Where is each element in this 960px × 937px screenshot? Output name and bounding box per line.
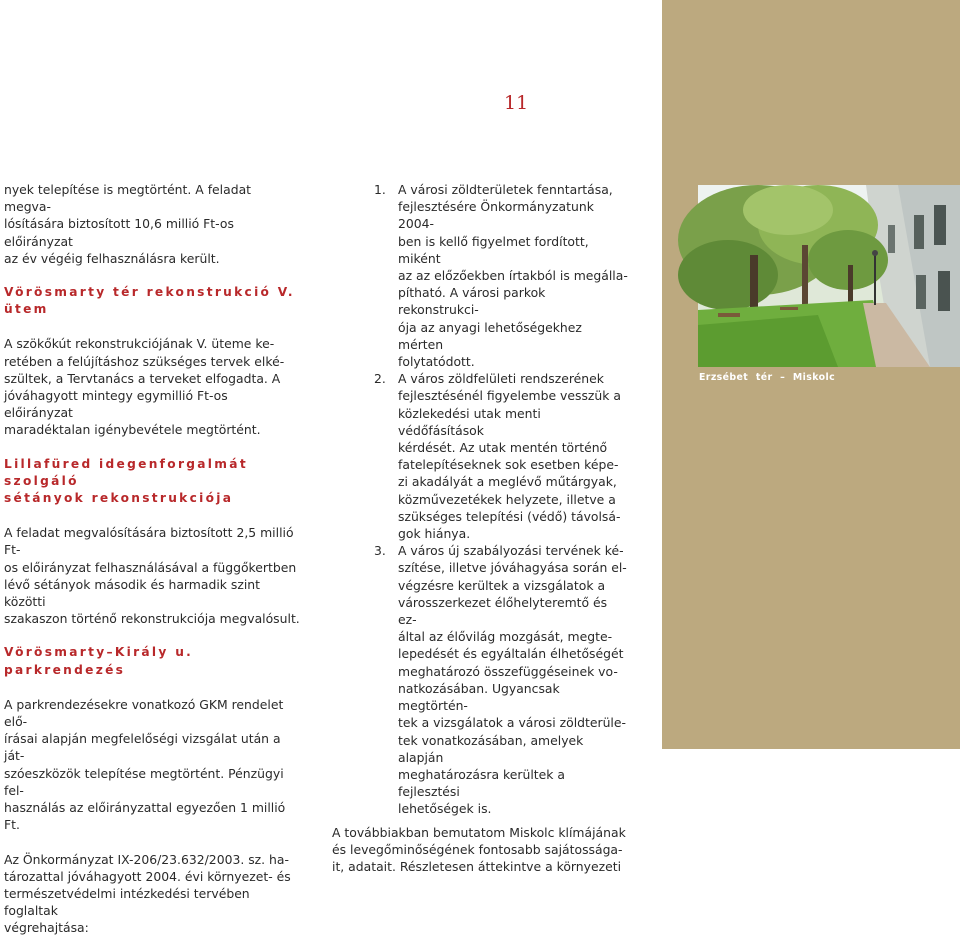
section-heading-parkrendezes: Vörösmarty–Király u. parkrendezés	[4, 645, 194, 677]
text-line: közművezetékek helyzete, illetve a	[398, 491, 616, 507]
text-line: természetvédelmi intézkedési tervében foglaltak	[4, 885, 250, 919]
text-line: városszerkezet élőhelyteremtő és ez-	[398, 594, 608, 628]
park-photo	[698, 185, 960, 367]
numbered-list	[332, 181, 628, 818]
text-line: ben is kellő figyelmet fordított, miként	[398, 233, 589, 266]
text-line: lehetőségek is.	[398, 801, 492, 817]
text-line: lepedését és egyáltalán élhetőségét	[398, 646, 624, 662]
text-line: ója az anyagi lehetőségekhez mérten	[398, 319, 582, 352]
text-line: írásai alapján megfelelőségi vizsgálat után a ját-	[4, 731, 281, 764]
text-line: használás az előirányzattal egyezően 1 millió Ft.	[4, 800, 286, 833]
text-line: végrehajtása:	[4, 920, 89, 936]
closing-paragraph	[332, 824, 628, 876]
text-line: szóeszközök telepítése megtörtént. Pénzügyi fel-	[4, 765, 284, 798]
section-paragraph-parkrendezes	[4, 696, 300, 834]
heading-line: Lillafüred idegenforgalmát szolgáló	[4, 456, 248, 488]
list-number: 1.	[374, 182, 386, 197]
section-heading-lillafured	[4, 456, 300, 508]
resolution-paragraph	[4, 851, 300, 937]
text-line: fatelepítéseknek sok esetben képe-	[398, 457, 619, 473]
text-line: fejlesztésére Önkormányzatunk 2004-	[398, 199, 594, 232]
text-line: maradéktalan igénybevétele megtörtént.	[4, 422, 261, 438]
text-line: folytatódott.	[398, 354, 475, 370]
intro-paragraph	[4, 181, 300, 267]
text-line: A feladat megvalósítására biztosított 2,5 millió Ft-	[4, 525, 294, 558]
text-line: it, adatait. Részletesen áttekintve a környezeti	[332, 858, 622, 874]
text-line: A továbbiakban bemutatom Miskolc klímájának	[332, 824, 626, 840]
text-line: szükséges telepítési (védő) távolsá-	[398, 508, 621, 524]
text-line: szakaszon történő rekonstrukciója megvalósult.	[4, 611, 300, 627]
section-paragraph-lillafured	[4, 524, 300, 627]
section-paragraph-vorosmarty-ter	[4, 335, 300, 438]
text-line: közlekedési utak menti védőfásítások	[398, 405, 541, 438]
section-heading-vorosmarty-ter	[4, 284, 300, 318]
heading-line: ütem	[4, 302, 49, 317]
page-number: 11	[504, 92, 529, 114]
heading-line: sétányok rekonstrukciója	[4, 491, 234, 506]
text-line: retében a felújításhoz szükséges tervek elké-	[4, 353, 285, 369]
text-line: meghatározó összefüggéseinek vo-	[398, 663, 618, 679]
list-item	[332, 370, 628, 542]
text-line: szítése, illetve jóváhagyása során el-	[398, 560, 627, 576]
list-item	[332, 542, 628, 817]
text-line: végzésre kerültek a vizsgálatok a	[398, 577, 606, 593]
text-line: által az élővilág mozgását, megte-	[398, 629, 613, 645]
text-line: az az előzőekben írtakból is megálla-	[398, 268, 628, 284]
sidebar-panel	[662, 0, 960, 749]
text-line: jóváhagyott mintegy egymillió Ft-os előirányzat	[4, 388, 228, 421]
text-line: A parkrendezésekre vonatkozó GKM rendelet elő-	[4, 696, 284, 730]
text-line: lósítására biztosított 10,6 millió Ft-os előirányzat	[4, 216, 234, 249]
text-line: Az Önkormányzat IX-206/23.632/2003. sz. ha-	[4, 851, 289, 867]
list-number: 2.	[374, 371, 386, 387]
text-line: fejlesztésénél figyelembe vesszük a	[398, 388, 621, 404]
text-line: os előirányzat felhasználásával a függőkertben	[4, 559, 297, 575]
list-number: 3.	[374, 543, 386, 559]
text-line: nyek telepítése is megtörtént. A feladat megva-	[4, 182, 252, 215]
text-line: natkozásában. Ugyancsak megtörtén-	[398, 680, 560, 714]
text-line: kérdését. Az utak mentén történő	[398, 440, 608, 456]
text-line: meghatározásra kerültek a fejlesztési	[398, 766, 565, 800]
text-line: és levegőminőségének fontosabb sajátossága-	[332, 841, 623, 857]
list-item	[332, 181, 628, 370]
text-line: tek vonatkozásában, amelyek alapján	[398, 732, 584, 765]
text-line: tározattal jóváhagyott 2004. évi környezet- és	[4, 868, 291, 884]
text-line: zi akadályát a meglévő műtárgyak,	[398, 474, 617, 490]
text-line: az év végéig felhasználásra került.	[4, 250, 220, 266]
text-line: A város zöldfelületi rendszerének	[398, 371, 604, 387]
heading-line: Vörösmarty tér rekonstrukció V.	[4, 285, 295, 300]
left-column	[4, 181, 300, 937]
photo-caption: Erzsébet tér – Miskolc	[699, 372, 836, 383]
text-line: gok hiánya.	[398, 526, 471, 542]
text-line: A városi zöldterületek fenntartása,	[398, 182, 613, 197]
text-line: lévő sétányok második és harmadik szint közötti	[4, 576, 260, 610]
text-line: szültek, a Tervtanács a terveket elfogadta. A	[4, 370, 281, 386]
text-line: A város új szabályozási tervének ké-	[398, 543, 624, 559]
text-line: A szökőkút rekonstrukciójának V. üteme ke-	[4, 336, 275, 352]
text-line: pítható. A városi parkok rekonstrukci-	[398, 285, 546, 318]
middle-column	[332, 181, 628, 875]
text-line: tek a vizsgálatok a városi zöldterüle-	[398, 715, 626, 731]
